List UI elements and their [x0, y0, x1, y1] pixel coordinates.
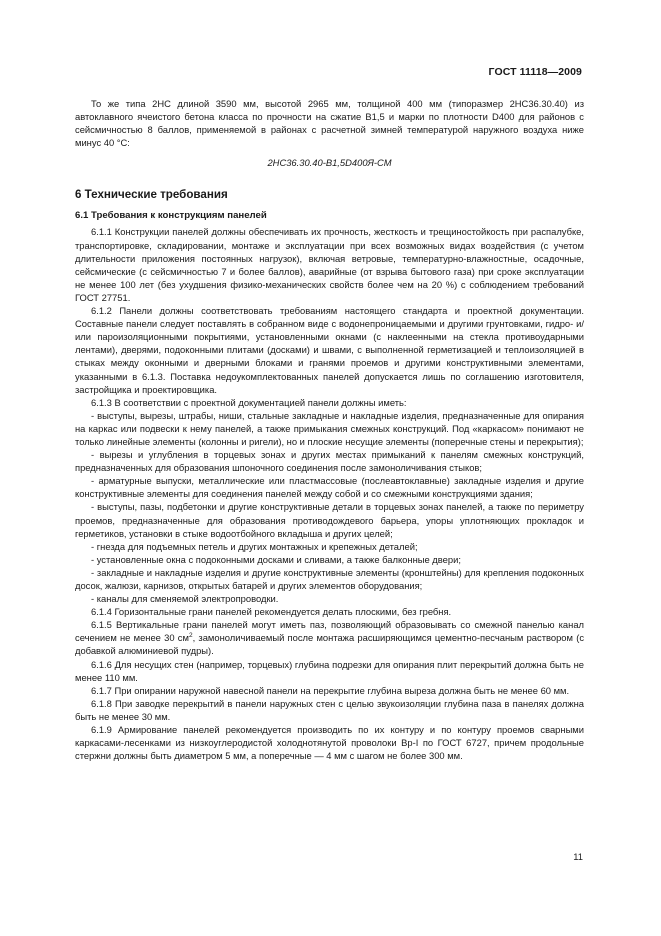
page-number: 11: [573, 851, 583, 862]
page-body: [75, 97, 584, 762]
intro-paragraph: То же типа 2НС длиной 3590 мм, высотой 2965 мм, толщиной 400 мм (типоразмер 2НС36.30.40) из автоклавного ячеистого бетона класса по прочности на сжатие В1,5 и марки по плотности D400 для районов с сейсмичностью 8 баллов, применяемой в районах с расчетной зимней температурой наружного воздуха ниже минус 40 °С:: [75, 98, 584, 149]
list-item: - гнезда для подъемных петель и других монтажных и крепежных деталей;: [91, 540, 418, 552]
clause-6-1-8: 6.1.8 При заводке перекрытий в панели наружных стен с целью звукоизоляции глубина паза в панелях должна быть не менее 30 мм.: [75, 697, 584, 722]
list-item: - установленные окна с подоконными досками и сливами, а также балконные двери;: [91, 553, 461, 565]
clause-6-1-7: 6.1.7 При опирании наружной навесной панели на перекрытие глубина выреза должна быть не менее 60 мм.: [91, 684, 570, 696]
clause-6-1-5: [75, 618, 584, 657]
document-header: ГОСТ 11118—2009: [488, 66, 582, 78]
clause-6-1-5-text-a: 6.1.5 Вертикальные грани панелей могут иметь паз, позволяющий образовывать со смежной панелью канал сечением не менее 30 см: [75, 619, 584, 644]
clause-6-1-1: 6.1.1 Конструкции панелей должны обеспечивать их прочность, жесткость и трещиностойкость при распалубке, транспортировке, складировании, монтаже и эксплуатации при всех возможных видах воздействия (с учетом длительности приложения постоянных нагрузок), включая ветровые, температурно-влажностные, осадочные, сейсмические (с сейсмичностью 7 и более баллов), аварийные (от взрыва бытового газа) при сроке эксплуатации не менее 100 лет (без ухудшения физико-механических свойств более чем на 20 %) с соблюдением требований ГОСТ 27751.: [75, 226, 584, 303]
list-item: - выступы, пазы, подбетонки и другие конструктивные детали в торцевых зонах панелей, а также по периметру проемов, предназначенные для образования противодождевого барьера, упоры уплотняющих прокладок и герметиков, установки в стыке водоотбойного вкладыша и других целей;: [75, 501, 584, 539]
clause-6-1-9: 6.1.9 Армирование панелей рекомендуется производить по их контуру и по контуру проемов сварными каркасами-лесенками из низкоуглеродистой холоднотянутой проволоки Вр-I по ГОСТ 6727, причем продольные стержни должны быть диаметром 5 мм, а поперечные — 4 мм с шагом не более 300 мм.: [75, 724, 584, 762]
designation-formula: 2НС36.30.40-В1,5D400Я-СМ: [267, 157, 392, 169]
clause-6-1-3: 6.1.3 В соответствии с проектной документацией панели должны иметь:: [91, 396, 407, 408]
clause-6-1-5-text-b: , замоноличиваемый после монтажа расширяющимся цементно-песчаным раствором (с добавкой алюминиевой пудры).: [75, 632, 585, 657]
superscript-2: 2: [188, 632, 193, 640]
clause-6-1-2: 6.1.2 Панели должны соответствовать требованиям настоящего стандарта и проектной документации. Составные панели следует поставлять в собранном виде с водонепроницаемыми и другими грунтовками, гидро- и/или пароизоляционными покрытиями, установленными окнами (с наклеенными на стекла противоударными лентами), дверями, подоконными плитами (досками) и швами, с выполненной герметизацией и теплоизоляцией в стыках между оконными и дверными блоками и гранями проемов и другими конструктивными элементами, указанными в 6.1.3. Поставка недоукомплектованных панелей допускается лишь по соглашению изготовителя, застройщика и проектировщика.: [75, 305, 584, 395]
clause-6-1-4: 6.1.4 Горизонтальные грани панелей рекомендуется делать плоскими, без гребня.: [91, 606, 452, 618]
section-title: 6 Технические требования: [75, 188, 228, 202]
clause-6-1-6: 6.1.6 Для несущих стен (например, торцевых) глубина подрезки для опирания плит перекрытий должна быть не менее 110 мм.: [75, 658, 584, 683]
list-item: - арматурные выпуски, металлические или пластмассовые (послеавтоклавные) закладные изделия и другие конструктивные элементы для соединения панелей между собой и со смежными конструкциями здания;: [75, 475, 584, 500]
list-item: - каналы для сменяемой электропроводки.: [91, 593, 279, 605]
subsection-title: 6.1 Требования к конструкциям панелей: [75, 210, 267, 222]
list-item: - закладные и накладные изделия и другие конструктивные элементы (кронштейны) для крепления подоконных досок, жалюзи, карнизов, открытых батарей и других элементов оборудования;: [75, 566, 584, 591]
list-item: - выступы, вырезы, штрабы, ниши, стальные закладные и накладные изделия, предназначенные для опирания на каркас или подвески к нему панелей, а также примыкания смежных конструкций. Под «каркасом» понимают не только линейные элементы (колонны и ригели), но и плоские несущие элементы (поперечные стены и перекрытия);: [75, 409, 584, 447]
list-item: - вырезы и углубления в торцевых зонах и других местах примыканий к панелям смежных конструкций, предназначенных для образования шпоночного соединения после замоноличивания стыков;: [75, 449, 584, 474]
